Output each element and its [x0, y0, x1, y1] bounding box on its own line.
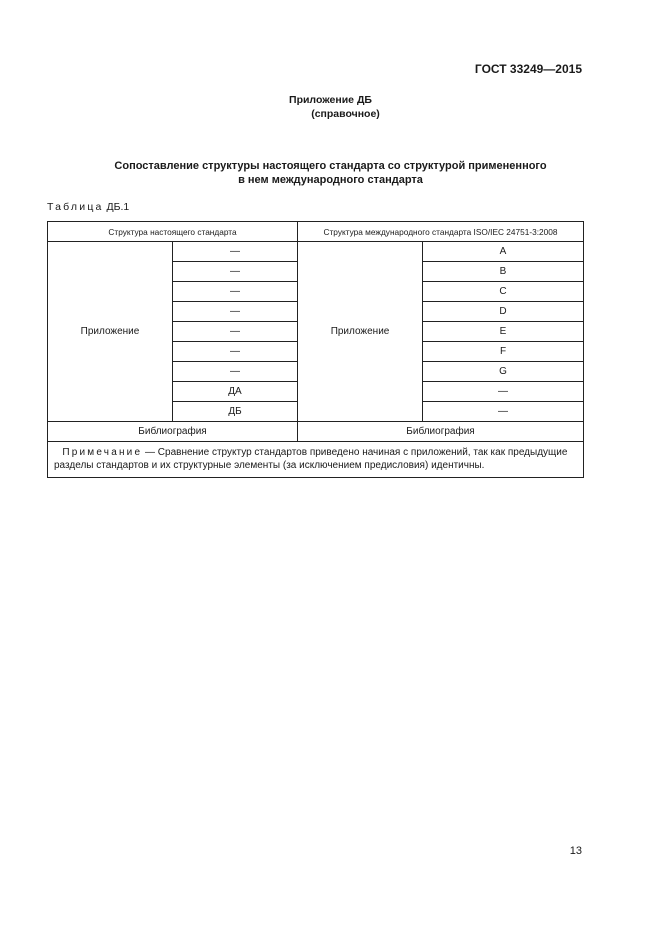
left-item-cell: — — [173, 322, 298, 342]
right-item-cell: — — [423, 402, 584, 422]
right-item-cell: G — [423, 362, 584, 382]
right-item-cell: F — [423, 342, 584, 362]
note-cell — [48, 442, 584, 478]
left-item-cell: — — [173, 362, 298, 382]
note-row — [48, 442, 584, 478]
right-item-cell: A — [423, 242, 584, 262]
section-title-line-2: в нем международного стандарта — [238, 173, 423, 186]
right-item-cell: — — [423, 382, 584, 402]
table-row — [48, 242, 584, 262]
left-item-cell: — — [173, 262, 298, 282]
bibliography-left-cell: Библиография — [48, 422, 298, 442]
note-text: — Сравнение структур стандартов приведено начиная с приложений, так как предыдущие разделы стандартов и их структурные элементы (за исключением предисловия) идентичны. — [54, 447, 568, 471]
table-header-row — [48, 222, 584, 242]
appendix-title: Приложение ДБ — [289, 94, 372, 106]
bibliography-row — [48, 422, 584, 442]
table-caption-id: ДБ.1 — [106, 201, 130, 213]
appendix-subtitle: (справочное) — [311, 108, 380, 120]
right-item-cell: C — [423, 282, 584, 302]
left-item-cell: — — [173, 302, 298, 322]
bibliography-right-cell: Библиография — [298, 422, 584, 442]
right-item-cell: B — [423, 262, 584, 282]
structure-comparison-table — [47, 221, 584, 478]
appendix-heading — [0, 93, 661, 121]
table-caption — [47, 201, 129, 213]
right-group-cell: Приложение — [298, 242, 423, 422]
document-code: ГОСТ 33249—2015 — [474, 62, 582, 76]
left-item-cell: ДА — [173, 382, 298, 402]
table-caption-word: Таблица — [47, 201, 104, 213]
left-item-cell: ДБ — [173, 402, 298, 422]
note-label: Примечание — [62, 447, 143, 458]
left-item-cell: — — [173, 242, 298, 262]
right-item-cell: E — [423, 322, 584, 342]
section-title-line-1: Сопоставление структуры настоящего стандарта со структурой примененного — [114, 160, 547, 172]
section-title — [0, 160, 661, 187]
right-item-cell: D — [423, 302, 584, 322]
page-number: 13 — [569, 845, 582, 857]
left-item-cell: — — [173, 282, 298, 302]
left-item-cell: — — [173, 342, 298, 362]
header-current-standard: Структура настоящего стандарта — [48, 222, 298, 242]
left-group-cell: Приложение — [48, 242, 173, 422]
header-international-standard: Структура международного стандарта ISO/IEC 24751-3:2008 — [298, 222, 584, 242]
